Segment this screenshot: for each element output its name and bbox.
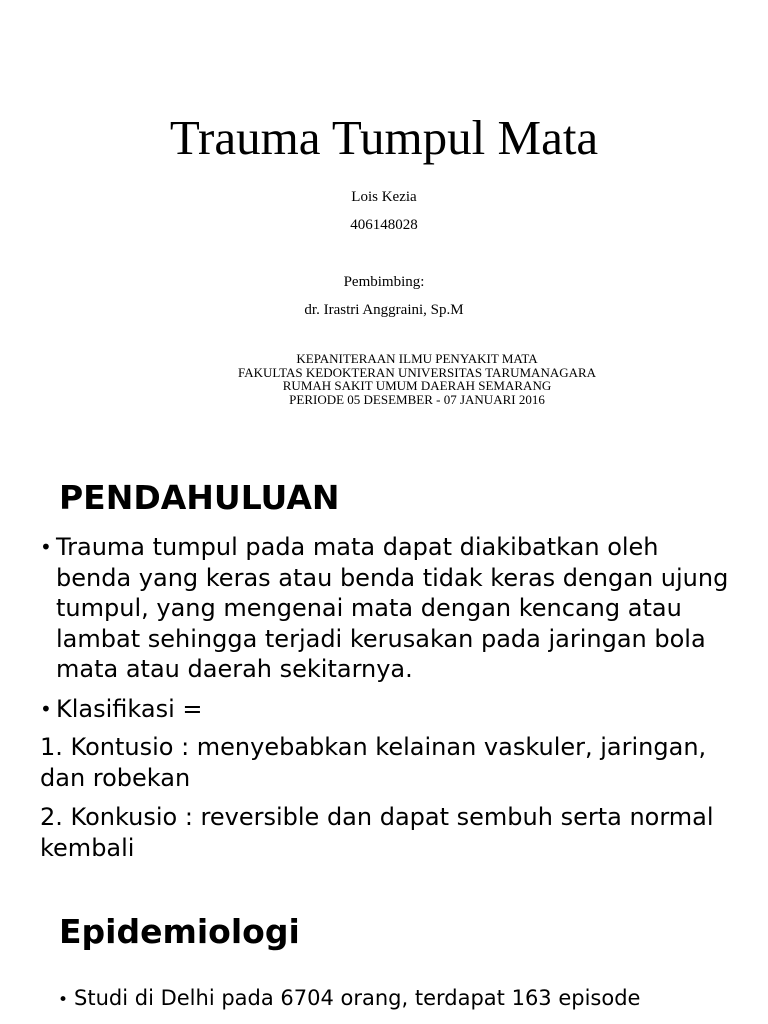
institution-block: [200, 352, 634, 406]
bullet-glyph: •: [58, 990, 69, 1010]
bullet-glyph: •: [40, 697, 52, 721]
classification-text: Klasifikasi =: [56, 695, 203, 723]
student-id: 406148028: [350, 217, 418, 233]
author-name: Lois Kezia: [351, 189, 417, 205]
institution-line-2: FAKULTAS KEDOKTERAN UNIVERSITAS TARUMANAGARA: [237, 364, 597, 380]
classification-item-1: 1. Kontusio : menyebabkan kelainan vaskuler, jaringan, dan robekan: [40, 733, 707, 792]
institution-line-1: KEPANITERAAN ILMU PENYAKIT MATA: [296, 351, 538, 366]
title-slide: [0, 0, 768, 452]
classification-item-2: 2. Konkusio : reversible dan dapat sembuh serta normal kembali: [40, 803, 714, 862]
intro-bullet-definition: [40, 532, 740, 685]
bullet-glyph: •: [40, 535, 52, 559]
epidemiology-text: Studi di Delhi pada 6704 orang, terdapat 163 episode: [74, 986, 641, 1010]
intro-heading: PENDAHULUAN: [59, 478, 340, 517]
advisor-label: Pembimbing:: [343, 274, 425, 290]
intro-bullet-classification: [40, 694, 740, 725]
epidemiology-heading: Epidemiologi: [59, 912, 300, 951]
presentation-title: Trauma Tumpul Mata: [169, 110, 599, 165]
epidemiology-bullet: [58, 984, 640, 1014]
intro-slide: [0, 452, 768, 892]
institution-line-3: RUMAH SAKIT UMUM DAERAH SEMARANG: [282, 378, 552, 394]
definition-text: Trauma tumpul pada mata dapat diakibatkan oleh benda yang keras atau benda tidak keras dengan ujung tumpul, yang mengenai mata dengan kencang atau lambat sehingga terjadi kerusakan pada jaringan bola mata atau daerah sekitarnya.: [56, 533, 729, 683]
advisor-name: dr. Irastri Anggraini, Sp.M: [304, 302, 464, 318]
epidemiology-slide: [0, 892, 768, 1024]
institution-line-4: PERIODE 05 DESEMBER - 07 JANUARI 2016: [289, 391, 545, 407]
